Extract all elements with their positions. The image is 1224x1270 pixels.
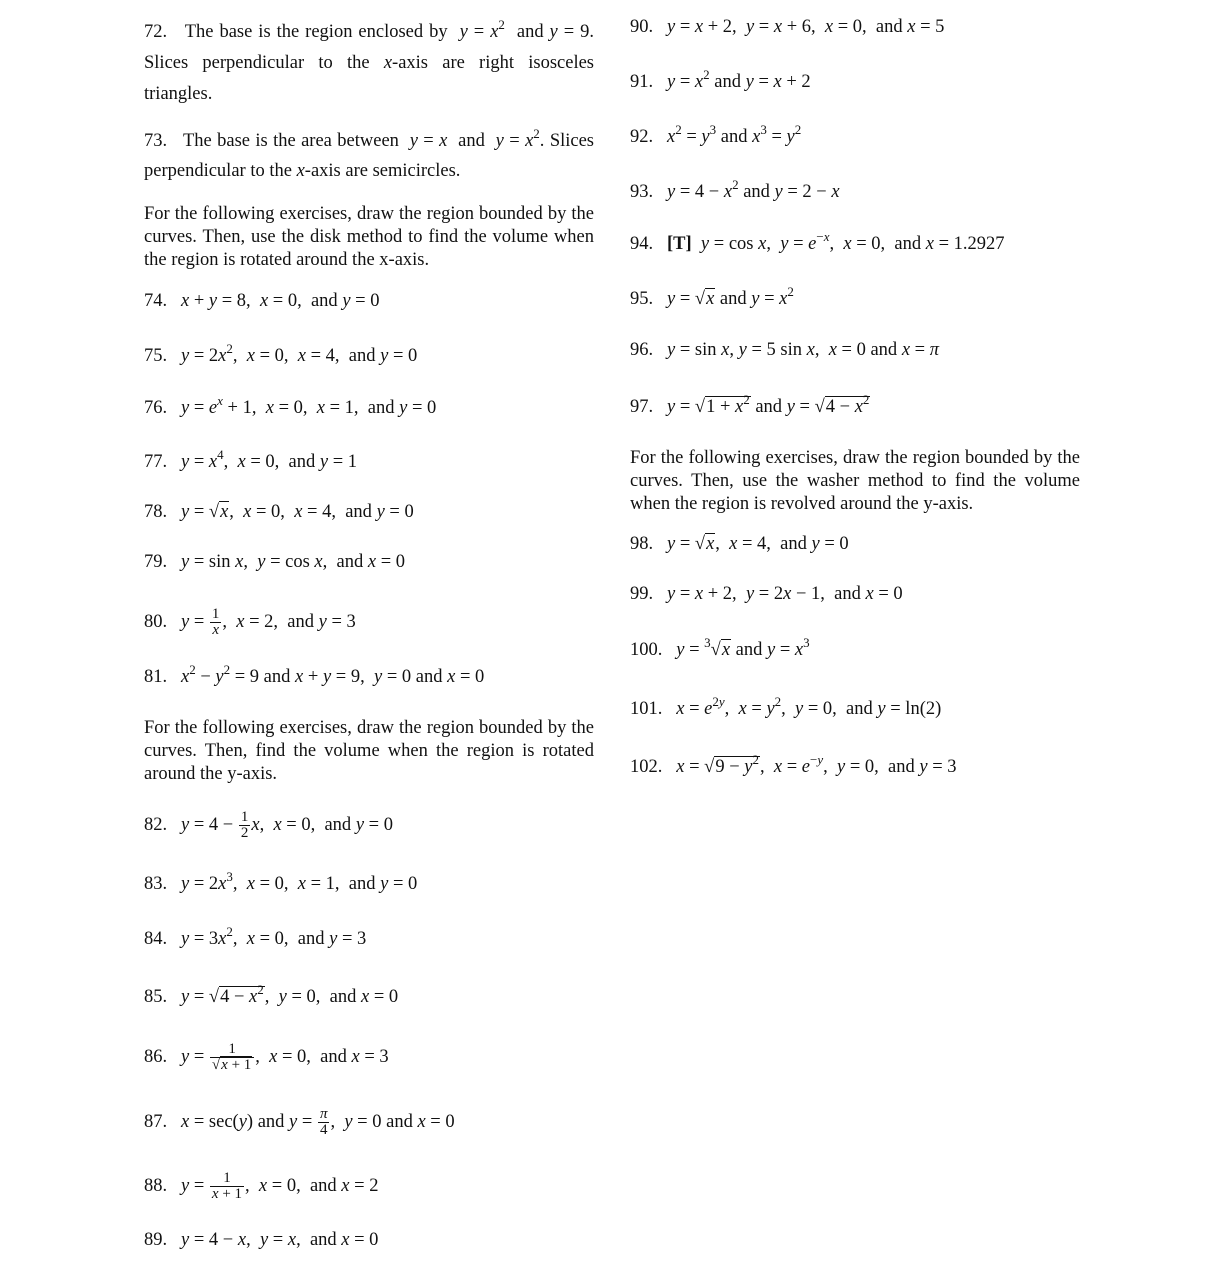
exercise-number: 90.: [630, 17, 654, 37]
exercise-89: 89. y = 4 − x, y = x, and x = 0: [144, 1230, 379, 1250]
exercise-number: 99.: [630, 584, 654, 604]
exercise-number: 85.: [144, 987, 168, 1007]
exercise-77: 77. $y = x^4$, x = 0, and y = 1: [144, 447, 358, 472]
exercise-text: The base is the region enclosed by: [184, 22, 448, 42]
exercise-90: 90. y = x + 2, y = x + 6, x = 0, and x = 5: [630, 17, 945, 37]
exercise-text: triangles.: [144, 84, 213, 104]
exercise-98: 98. y = √x, x = 4, and y = 0: [630, 534, 849, 554]
exercise-number: 73.: [144, 131, 168, 151]
exercise-93: 93. $y = 4 - x^2$ and y = 2 − x: [630, 177, 840, 202]
exercise-number: 88.: [144, 1175, 168, 1196]
exercise-text: The base is the area between: [182, 131, 399, 151]
exercise-85: 85. $y = √4 - x^2$, y = 0, and x = 0: [144, 982, 399, 1007]
exercise-text: -axis are right isosceles: [392, 53, 594, 73]
exercise-91: 91. $y = x^2$ and y = x + 2: [630, 67, 811, 92]
exercise-100: 100. y = $^3$√x and $y = x^3$: [630, 635, 810, 660]
exercise-72: 72. The base is the region enclosed by $y = x^2$ and y = 9. Slices perpendicular to the x-axis are right isosceles triangles.: [144, 17, 595, 104]
exercise-number: 102.: [630, 757, 663, 777]
exercise-86: 86. y = $\frac{1}{√x + 1}$ , x = 0, and x = 3: [144, 1041, 389, 1073]
exercise-number: 80.: [144, 611, 168, 632]
exercise-number: 98.: [630, 534, 654, 554]
exercise-number: 72.: [144, 22, 168, 42]
exercise-number: 79.: [144, 552, 168, 572]
exercise-text: = 9. Slices perpendicular to the: [144, 22, 595, 73]
exercise-number: 86.: [144, 1046, 168, 1067]
exercise-number: 97.: [630, 397, 654, 417]
exercise-number: 78.: [144, 502, 168, 522]
exercise-88: 88. y = $\frac{1}{x + 1}$ , x = 0, and x = 2: [144, 1170, 379, 1202]
exercise-81: 81. $x^2 - y^2 = 9$ and x + y = 9, y = 0 and x = 0: [144, 662, 485, 687]
exercise-text: Slices perpendicular to the: [144, 131, 595, 181]
exercise-number: 93.: [630, 182, 654, 202]
exercise-76: 76. $y = e^x + 1$, x = 0, x = 1, and y = 0: [144, 393, 437, 418]
exercise-73: 73. The base is the area between y = x and $y = x^2$. Slices perpendicular to the x-axis are semicircles.: [144, 126, 595, 181]
exercise-78: 78. y = √x, x = 0, x = 4, and y = 0: [144, 502, 414, 522]
exercise-92: 92. $x^2 = y^3$ and $x^3 = y^2$: [630, 122, 802, 147]
exercise-97: 97. $y = √1 + x^2$ and $y = √4 - x^2$: [630, 392, 870, 417]
exercise-text: -axis are semicircles.: [304, 161, 461, 181]
exercise-number: 77.: [144, 452, 168, 472]
exercise-number: 101.: [630, 699, 663, 719]
exercise-number: 76.: [144, 398, 168, 418]
exercise-number: 96.: [630, 340, 654, 360]
exercise-87: 87. x = sec(y) and y = $\frac{\pi}{4}$ , y = 0 and x = 0: [144, 1106, 455, 1138]
exercise-101: 101. $x = e^{2y}$, $x = y^2$, y = 0, and y = ln(2): [630, 694, 942, 719]
exercise-84: 84. $y = 3x^2$, x = 0, and y = 3: [144, 924, 367, 949]
exercise-text: and: [458, 131, 485, 151]
exercise-number: 81.: [144, 667, 168, 687]
exercise-number: 87.: [144, 1111, 168, 1132]
exercise-number: 74.: [144, 291, 168, 311]
exercise-number: 95.: [630, 289, 654, 309]
instructions-washer-method: For the following exercises, draw the region bounded by the curves. Then, use the washer method to find the volume when the region is revolved around the y-axis.: [630, 448, 1080, 514]
exercise-82: 82. y = 4 − $\frac{1}{2}$ x, x = 0, and y = 0: [144, 809, 393, 841]
exercise-80: 80. y = $\frac{1}{x}$ , x = 2, and y = 3: [144, 606, 356, 638]
technology-tag: [T]: [667, 234, 692, 254]
exercise-number: 84.: [144, 929, 168, 949]
exercise-94: 94. [T] y = cos x, $y = e^{-x}$, x = 0, and x = 1.2927: [630, 229, 1005, 254]
exercise-95: 95. y = √x and $y = x^2$: [630, 284, 794, 309]
exercise-number: 83.: [144, 874, 168, 894]
exercise-75: 75. $y = 2x^2$, x = 0, x = 4, and y = 0: [144, 341, 418, 366]
exercise-number: 94.: [630, 234, 654, 254]
exercise-99: 99. y = x + 2, y = 2x − 1, and x = 0: [630, 584, 903, 604]
exercise-74: 74. x + y = 8, x = 0, and y = 0: [144, 291, 380, 311]
exercise-number: 89.: [144, 1230, 168, 1250]
exercise-number: 92.: [630, 127, 654, 147]
exercise-83: 83. $y = 2x^3$, x = 0, x = 1, and y = 0: [144, 869, 418, 894]
instructions-y-axis: For the following exercises, draw the region bounded by the curves. Then, find the volume when the region is rotated around the y-axis.: [144, 718, 594, 784]
exercise-number: 82.: [144, 814, 168, 835]
exercise-96: 96. y = sin x, y = 5 sin x, x = 0 and x = π: [630, 340, 939, 360]
exercise-79: 79. y = sin x, y = cos x, and x = 0: [144, 552, 406, 572]
exercise-number: 91.: [630, 72, 654, 92]
exercise-number: 75.: [144, 346, 168, 366]
instructions-disk-method: For the following exercises, draw the region bounded by the curves. Then, use the disk method to find the volume when the region is rotated around the x-axis.: [144, 204, 594, 270]
exercise-102: 102. $x = √9 - y^2$, $x = e^{-y}$, y = 0, and y = 3: [630, 752, 957, 777]
exercise-number: 100.: [630, 640, 663, 660]
